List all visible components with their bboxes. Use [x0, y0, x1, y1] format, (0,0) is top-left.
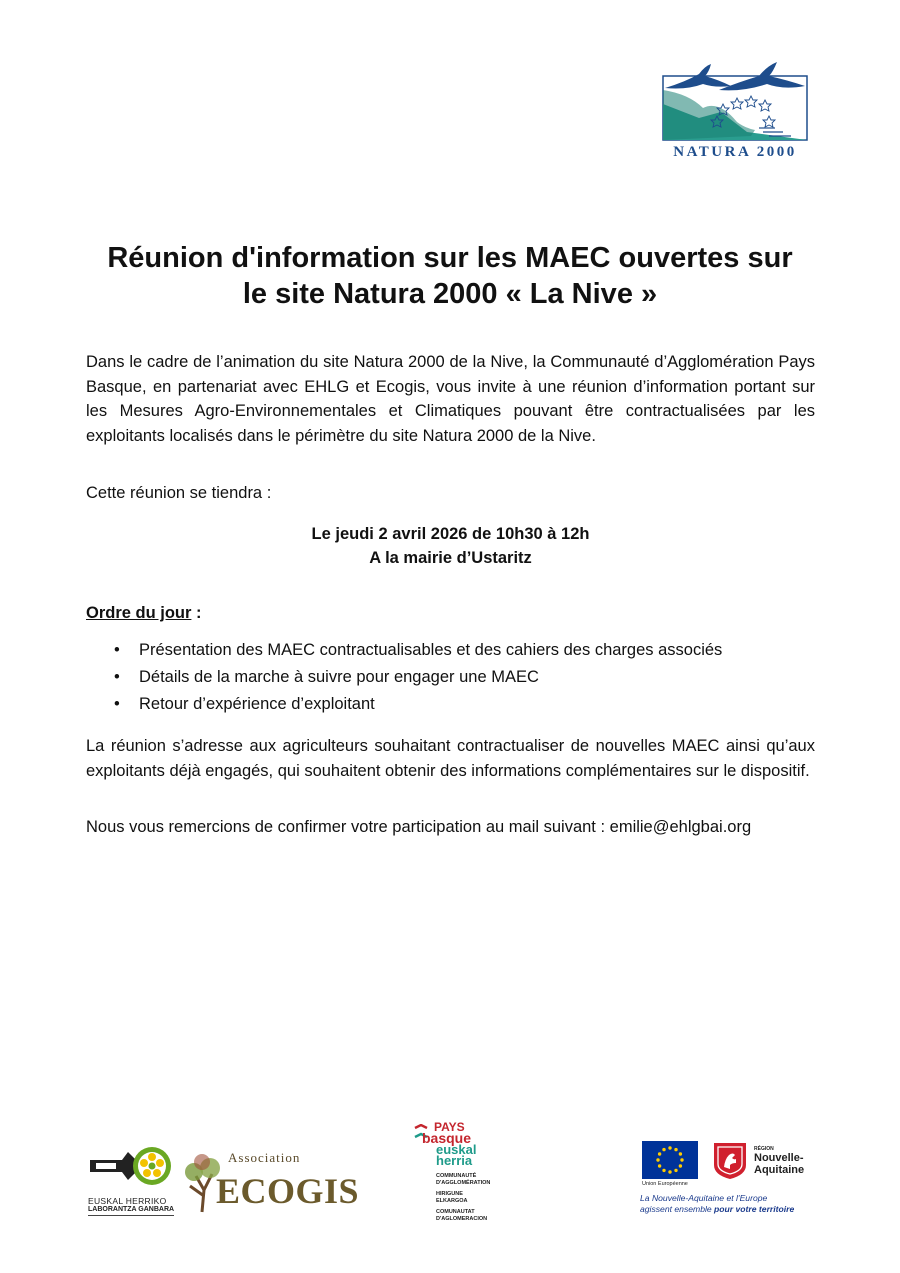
agenda-item: • Présentation des MAEC contractualisables et des cahiers des charges associés — [112, 637, 722, 664]
region-name-2: Aquitaine — [754, 1164, 805, 1176]
natura-2000-logo — [659, 60, 811, 166]
title-line-1: Réunion d'information sur les MAEC ouvertes sur — [107, 242, 793, 274]
agenda-heading-colon: : — [191, 604, 202, 622]
eu-label: Union Européenne — [642, 1181, 688, 1187]
ecogis-assoc: Association — [228, 1150, 301, 1165]
confirm-paragraph: Nous vous remercions de confirmer votre participation au mail suivant : emilie@ehlgbai.org — [86, 818, 752, 836]
capb-sub2a: HIRIGUNE — [436, 1191, 463, 1197]
agenda-heading — [86, 604, 202, 623]
agenda-list — [112, 637, 722, 718]
capb-sub1b: D'AGGLOMÉRATION — [436, 1180, 491, 1186]
capb-sub2b: ELKARGOA — [436, 1198, 468, 1204]
region-slogan-1: La Nouvelle-Aquitaine et l'Europe — [640, 1193, 768, 1203]
capb-herria: herria — [436, 1153, 473, 1168]
region-name-1: Nouvelle- — [754, 1152, 804, 1164]
capb-euskal: euskal — [436, 1142, 477, 1157]
ehlg-line-2: LABORANTZA GANBARA — [88, 1206, 174, 1216]
meeting-place: A la mairie d’Ustaritz — [369, 549, 532, 567]
intro-paragraph: Dans le cadre de l’animation du site Natura 2000 de la Nive, la Communauté d’Agglomération Pays Basque, en partenariat avec EHLG et Ecogis, vous invite à une réunion d’information portant sur les Mesures Agro-Environnementales et Climatiques pouvant être contractualisées par les exploitants localisés dans le périmètre du site Natura 2000 de la Nive. — [86, 353, 815, 445]
natura-2000-emblem-icon — [659, 60, 811, 144]
capb-pays: PAYS — [434, 1120, 465, 1134]
region-shield-icon — [712, 1141, 748, 1181]
ehlg-emblem-icon — [88, 1144, 174, 1188]
capb-basque: basque — [422, 1130, 472, 1146]
eu-region-logo — [640, 1141, 814, 1219]
meeting-date: Le jeudi 2 avril 2026 de 10h30 à 12h — [311, 525, 590, 543]
region-small: RÉGION — [754, 1146, 774, 1152]
page-title — [60, 240, 840, 312]
capb-sub1a: COMMUNAUTÉ — [436, 1173, 477, 1179]
capb-sub3b: D'AGLOMERACION — [436, 1216, 488, 1222]
title-line-2: le site Natura 2000 « La Nive » — [242, 278, 658, 310]
eu-flag-icon — [642, 1141, 698, 1179]
region-slogan-2 — [640, 1204, 794, 1214]
region-slogan-2a: agissent ensemble — [640, 1204, 715, 1214]
ecogis-name: ECOGIS — [216, 1171, 360, 1211]
agenda-item: • Détails de la marche à suivre pour engager une MAEC — [112, 664, 722, 691]
agenda-heading-text: Ordre du jour — [86, 604, 192, 622]
natura-2000-wordmark: NATURA 2000 — [673, 144, 797, 160]
ehlg-line-1: EUSKAL HERRIKO — [88, 1196, 167, 1206]
capb-sub3a: COMUNAUTAT — [436, 1209, 475, 1215]
ehlg-logo — [88, 1144, 174, 1216]
region-slogan-2b: pour votre territoire — [714, 1204, 795, 1214]
capb-sublabels — [436, 1173, 490, 1223]
audience-paragraph: La réunion s’adresse aux agriculteurs souhaitant contractualiser de nouvelles MAEC ainsi qu’aux exploitants déjà engagés, qui souhaitent obtenir des informations complémentaires sur le dispositif. — [86, 737, 815, 780]
agenda-item: • Retour d’expérience d’exploitant — [112, 691, 722, 718]
capb-logo — [414, 1122, 504, 1227]
ecogis-logo — [182, 1150, 360, 1216]
announce-text: Cette réunion se tiendra : — [86, 484, 272, 502]
